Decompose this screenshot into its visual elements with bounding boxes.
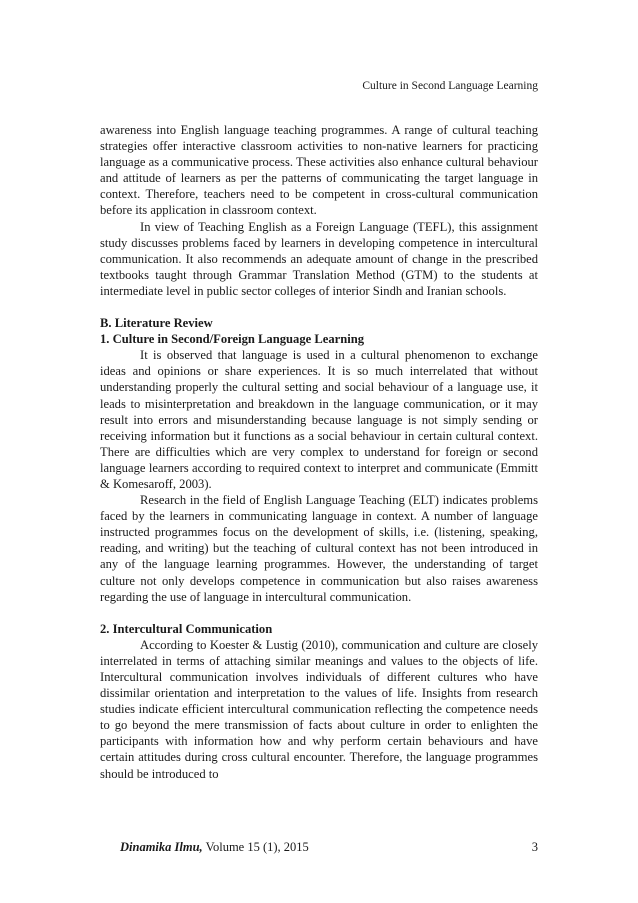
subsection-heading-culture: 1. Culture in Second/Foreign Language Learning — [100, 332, 365, 347]
spacer — [100, 605, 538, 621]
page-number: 3 — [531, 840, 538, 854]
paragraph-3: It is observed that language is used in a cultural phenomenon to exchange ideas and opinions or share experiences. It is so much interrelated that without understanding properly the cultural setting and social behaviour of a language use, it leads to misinterpretation and breakdown in the language communication, or it may result into errors and misunderstanding because language is not simply sending or receiving information but it functions as a social behaviour in certain cultural context. There are difficulties which are very complex to understand for foreign or second language learners according to required context to interpret and communicate (Emmitt & Komesaroff, 2003). — [100, 348, 538, 491]
journal-volume: Volume 15 (1), 2015 — [202, 840, 309, 854]
paragraph-2: In view of Teaching English as a Foreign Language (TEFL), this assignment study discusses problems faced by learners in developing competence in intercultural communication. It also recommends an adequate amount of change in the prescribed textbooks taught through Grammar Translation Method (GTM) to the students at intermediate level in public sector colleges of interior Sindh and Iranian schools. — [100, 219, 538, 298]
paragraph-1: awareness into English language teaching programmes. A range of cultural teaching strategies offer interactive classroom activities to non-native learners for practicing language as a communicative process. These activities also enhance cultural behaviour and attitude of learners as per the patterns of communicating the target language in context. Therefore, teachers need to be competent in cross-cultural communication before its application in classroom context. — [100, 123, 538, 218]
spacer — [100, 299, 538, 315]
paragraph-4: Research in the field of English Language Teaching (ELT) indicates problems faced by the learners in communicating language in context. A number of language instructed programmes focus on the development of skills, i.e. (listening, speaking, reading, and writing) but the teaching of cultural context has not been introduced in any of the language learning programmes. However, the understanding of target culture not only develops competence in communication but also raises awareness regarding the use of language in intercultural communication. — [100, 493, 538, 604]
running-title: Culture in Second Language Learning — [362, 80, 538, 92]
section-heading-literature-review: B. Literature Review — [100, 316, 213, 331]
paragraph-5: According to Koester & Lustig (2010), communication and culture are closely interrelated in terms of attaching similar meanings and values to the objects of life. Intercultural communication involves individuals of different cultures who have dissimilar orientation and interpretation to the values of life. Insights from research studies indicate efficient intercultural communication reflecting the competence needs to go beyond the mere transmission of facts about culture in order to enlighten the participants with information how and why perform certain behaviours and have certain attitudes during cross cultural encounter. Therefore, the language programmes should be introduced to — [100, 637, 538, 781]
page-footer — [120, 840, 538, 855]
subsection-heading-intercultural: 2. Intercultural Communication — [100, 621, 273, 636]
journal-name: Dinamika Ilmu, — [120, 840, 203, 854]
article-body — [100, 122, 538, 782]
